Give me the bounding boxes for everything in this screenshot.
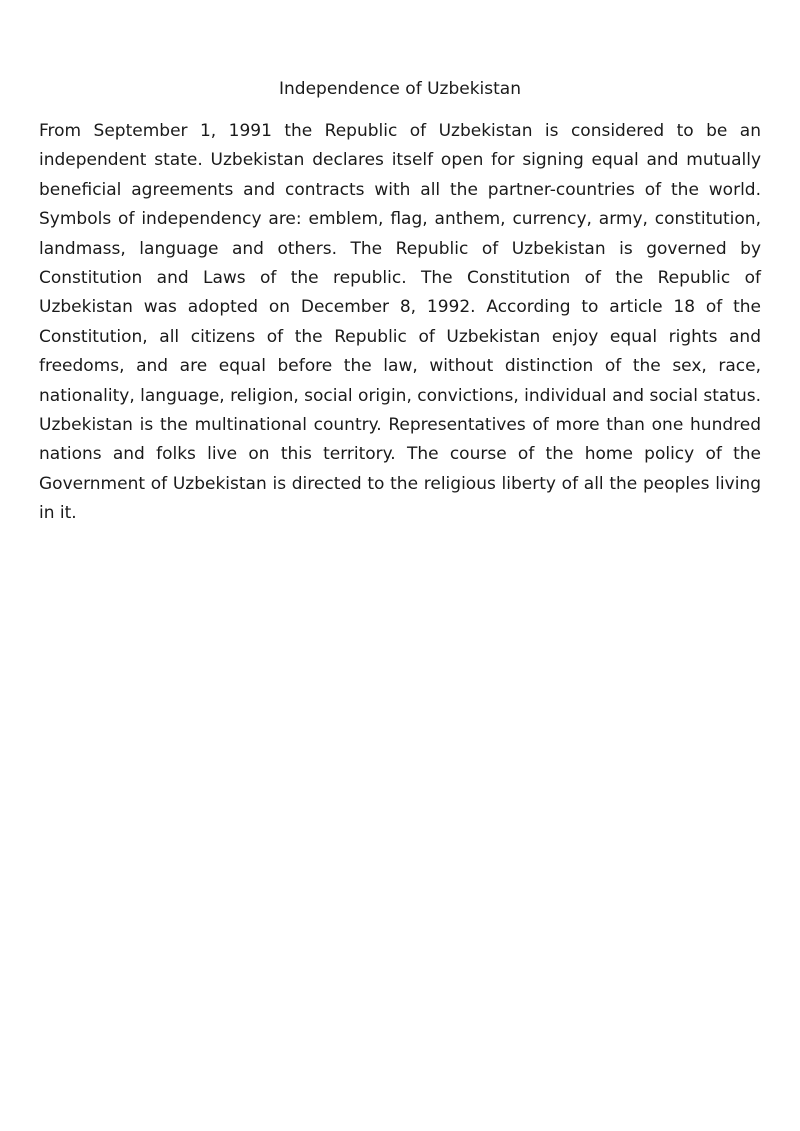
document-title: Independence of Uzbekistan (279, 79, 521, 99)
document-body-paragraph: From September 1, 1991 the Republic of Uzbekistan is considered to be an independent state. Uzbekistan declares itself open for signing equal and mutually beneficial agreements and contracts with all the partner-countries of the world. Symbols of independency are: emblem, flag, anthem, currency, army, constitution, landmass, language and others. The Republic of Uzbekistan is governed by Constitution and Laws of the republic. The Constitution of the Republic of Uzbekistan was adopted on December 8, 1992. According to article 18 of the Constitution, all citizens of the Republic of Uzbekistan enjoy equal rights and freedoms, and are equal before the law, without distinction of the sex, race, nationality, language, religion, social origin, convictions, individual and social status. Uzbekistan is the multinational country. Representatives of more than one hundred nations and folks live on this territory. The course of the home policy of the Government of Uzbekistan is directed to the religious liberty of all the peoples living in it. (39, 121, 761, 524)
